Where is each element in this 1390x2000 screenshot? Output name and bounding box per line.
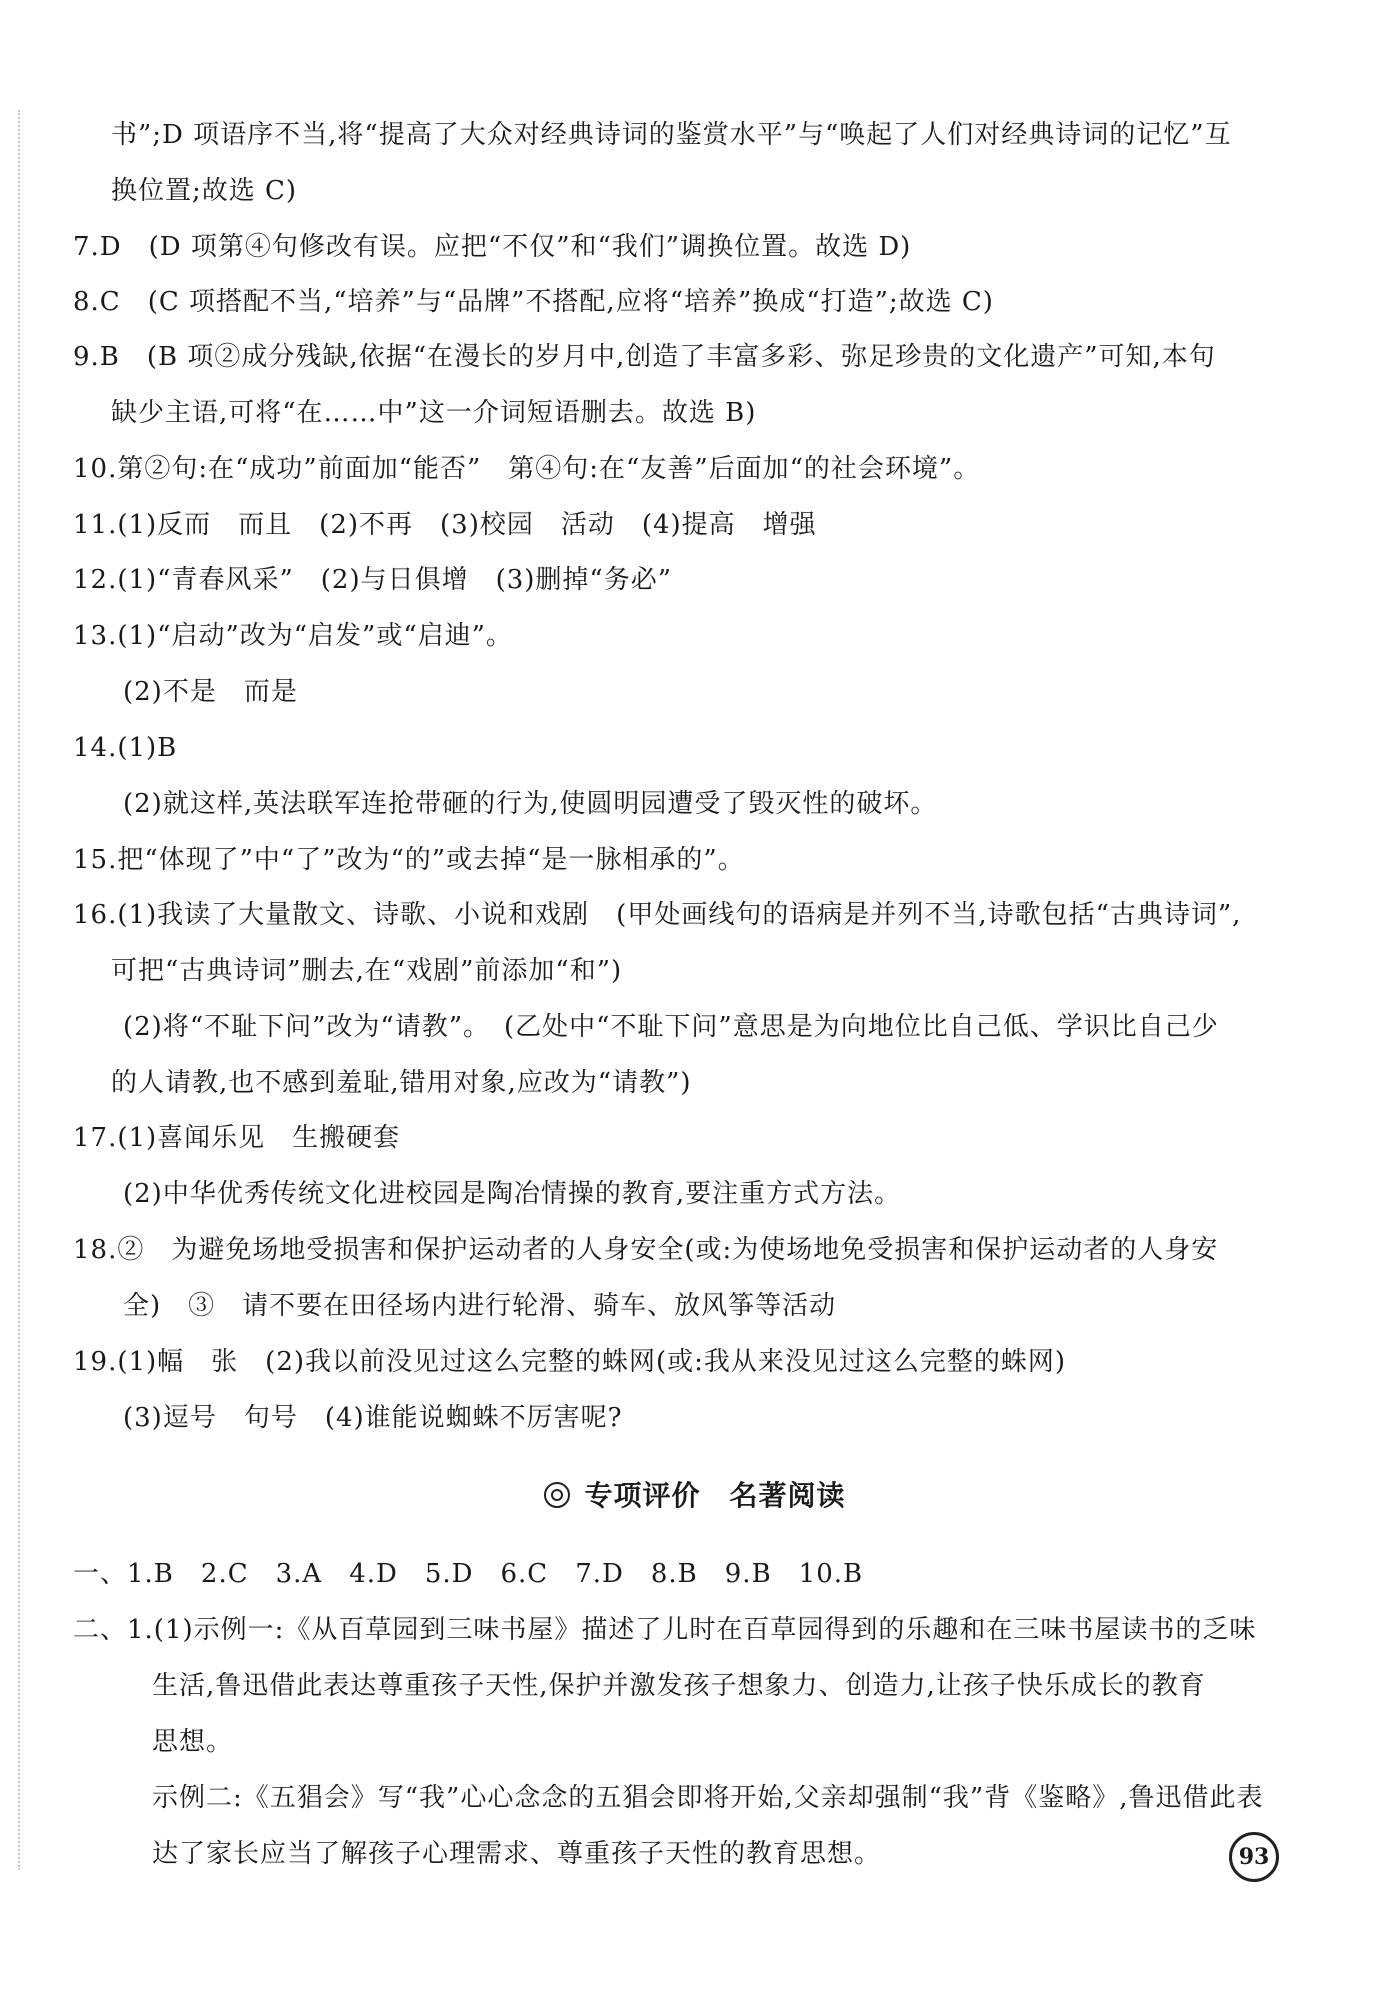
text-line: 17.(1)喜闻乐见 生搬硬套 [73,1123,401,1153]
double-circle-icon [544,1482,570,1508]
text-line: (2)就这样,英法联军连抢带砸的行为,使圆明园遭受了毁灭性的破坏。 [123,789,938,819]
text-line: 示例二:《五猖会》写“我”心心念念的五猖会即将开始,父亲却强制“我”背《鉴略》,鲁迅借此表 [152,1783,1264,1813]
text-line: 缺少主语,可将“在……中”这一介词短语删去。故选 B) [111,398,757,428]
text-line: 全) ③ 请不要在田径场内进行轮滑、骑车、放风筝等活动 [123,1291,837,1321]
text-line: 二、1.(1)示例一:《从百草园到三味书屋》描述了儿时在百草园得到的乐趣和在三味书屋读书的乏味 [73,1615,1257,1645]
text-line: (2)不是 而是 [123,677,298,707]
text-line: 的人请教,也不感到羞耻,错用对象,应改为“请教”) [111,1068,692,1098]
text-line: 19.(1)幅 张 (2)我以前没见过这么完整的蛛网(或:我从来没见过这么完整的蛛网) [73,1347,1067,1377]
text-line: 达了家长应当了解孩子心理需求、尊重孩子天性的教育思想。 [152,1839,882,1869]
text-line: (2)将“不耻下问”改为“请教”。 (乙处中“不耻下问”意思是为向地位比自己低、学识比自己少 [123,1012,1219,1042]
text-line: 12.(1)“青春风采” (2)与日俱增 (3)删掉“务必” [73,565,673,595]
text-line: 生活,鲁迅借此表达尊重孩子天性,保护并激发孩子想象力、创造力,让孩子快乐成长的教育 [152,1671,1206,1701]
text-line: 8.C (C 项搭配不当,“培养”与“品牌”不搭配,应将“培养”换成“打造”;故选 C) [73,287,994,317]
text-line: 一、1.B 2.C 3.A 4.D 5.D 6.C 7.D 8.B 9.B 10.B [73,1559,864,1589]
page-number: 93 [1229,1832,1279,1882]
section-title [0,1478,1390,1514]
text-line: 7.D (D 项第④句修改有误。应把“不仅”和“我们”调换位置。故选 D) [73,232,912,262]
text-line: 14.(1)B [73,733,178,763]
text-line: 16.(1)我读了大量散文、诗歌、小说和戏剧 (甲处画线句的语病是并列不当,诗歌包括“古典诗词”, [73,900,1242,930]
section-title-text: 专项评价 名著阅读 [584,1479,846,1512]
binding-margin-line [18,110,20,1870]
text-line: 9.B (B 项②成分残缺,依据“在漫长的岁月中,创造了丰富多彩、弥足珍贵的文化遗产”可知,本句 [73,342,1216,372]
text-line: 思想。 [152,1727,234,1757]
text-line: 18.② 为避免场地受损害和保护运动者的人身安全(或:为使场地免受损害和保护运动者的人身安 [73,1235,1219,1265]
text-line: (3)逗号 句号 (4)谁能说蜘蛛不厉害呢? [123,1403,623,1433]
text-line: 11.(1)反而 而且 (2)不再 (3)校园 活动 (4)提高 增强 [73,510,817,540]
text-line: 换位置;故选 C) [111,176,298,206]
text-line: 可把“古典诗词”删去,在“戏剧”前添加“和”) [111,956,623,986]
text-line: (2)中华优秀传统文化进校园是陶冶情操的教育,要注重方式方法。 [123,1179,902,1209]
text-line: 13.(1)“启动”改为“启发”或“启迪”。 [73,621,513,651]
text-line: 10.第②句:在“成功”前面加“能否” 第④句:在“友善”后面加“的社会环境”。 [73,454,981,484]
text-line: 书”;D 项语序不当,将“提高了大众对经典诗词的鉴赏水平”与“唤起了人们对经典诗词的记忆”互 [111,120,1232,150]
text-line: 15.把“体现了”中“了”改为“的”或去掉“是一脉相承的”。 [73,845,745,875]
